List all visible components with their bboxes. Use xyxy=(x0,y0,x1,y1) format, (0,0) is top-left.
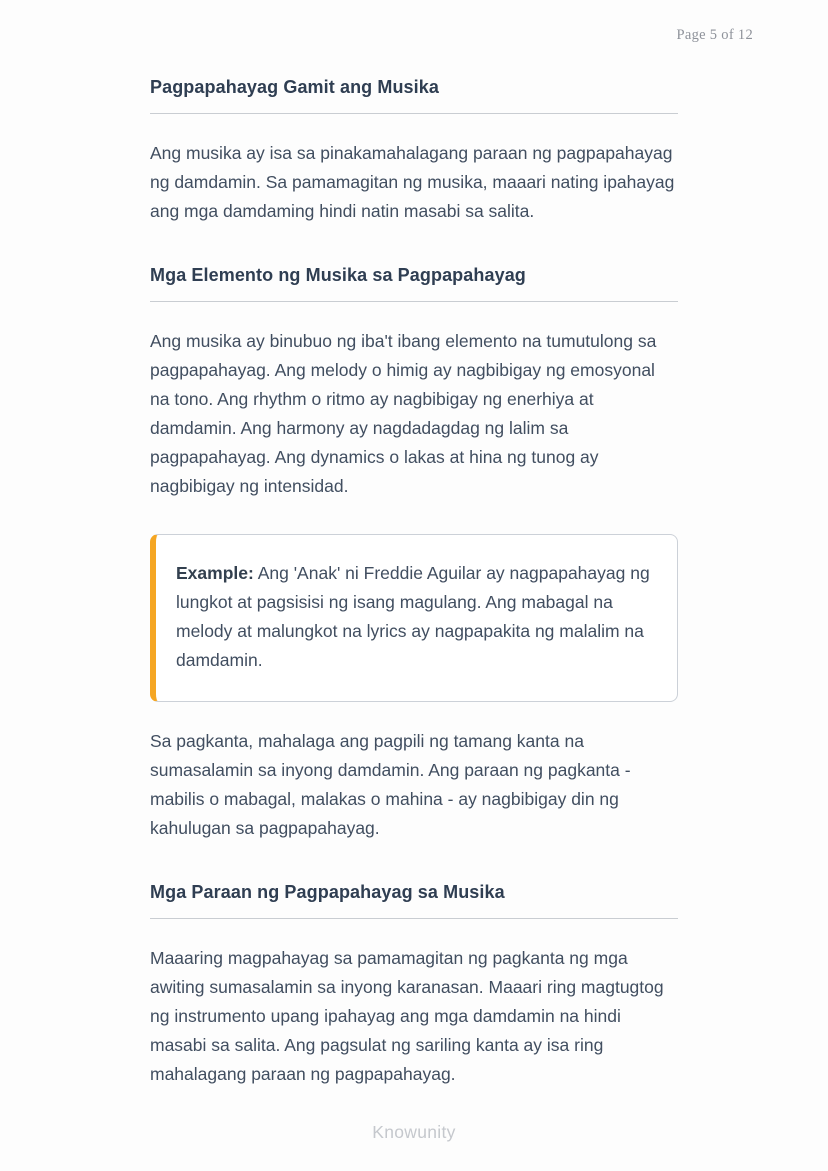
example-text: Ang 'Anak' ni Freddie Aguilar ay nagpapahayag ng lungkot at pagsisisi ng isang magulang. Ang mabagal na melody at malungkot na lyrics ay nagpapakita ng malalim na damdamin. xyxy=(176,563,650,670)
section-heading: Mga Elemento ng Musika sa Pagpapahayag xyxy=(150,265,526,285)
paragraph: Sa pagkanta, mahalaga ang pagpili ng tamang kanta na sumasalamin sa inyong damdamin. Ang paraan ng pagkanta - mabilis o mabagal, malakas o mahina - ay nagbibigay din ng kahulugan sa pagpapahayag. xyxy=(150,731,631,838)
example-callout xyxy=(150,534,678,702)
section-mga-elemento-ng-musika xyxy=(150,263,678,843)
section-heading: Mga Paraan ng Pagpapahayag sa Musika xyxy=(150,882,505,902)
section-mga-paraan-ng-pagpapahayag xyxy=(150,880,678,1089)
paragraph: Ang musika ay isa sa pinakamahalagang paraan ng pagpapahayag ng damdamin. Sa pamamagitan ng musika, maaari nating ipahayag ang mga damdaming hindi natin masabi sa salita. xyxy=(150,143,675,221)
section-pagpapahayag-gamit-ang-musika xyxy=(150,75,678,226)
document-content xyxy=(150,75,678,1089)
paragraph: Maaaring magpahayag sa pamamagitan ng pagkanta ng mga awiting sumasalamin sa inyong karanasan. Maaari ring magtugtog ng instrumento upang ipahayag ang mga damdamin na hindi masabi sa salita. Ang pagsulat ng sariling kanta ay isa ring mahalagang paraan ng pagpapahayag. xyxy=(150,948,664,1084)
heading-divider xyxy=(150,301,678,302)
example-paragraph xyxy=(176,559,653,675)
heading-divider xyxy=(150,113,678,114)
paragraph: Ang musika ay binubuo ng iba't ibang elemento na tumutulong sa pagpapahayag. Ang melody o himig ay nagbibigay ng emosyonal na tono. Ang rhythm o ritmo ay nagbibigay ng enerhiya at damdamin. Ang harmony ay nagdadagdag ng lalim sa pagpapahayag. Ang dynamics o lakas at hina ng tunog ay nagbibigay ng intensidad. xyxy=(150,331,657,496)
section-heading: Pagpapahayag Gamit ang Musika xyxy=(150,77,439,97)
example-label: Example: xyxy=(176,563,254,583)
brand-watermark: Knowunity xyxy=(372,1122,456,1142)
heading-divider xyxy=(150,918,678,919)
page-indicator: Page 5 of 12 xyxy=(676,27,753,43)
